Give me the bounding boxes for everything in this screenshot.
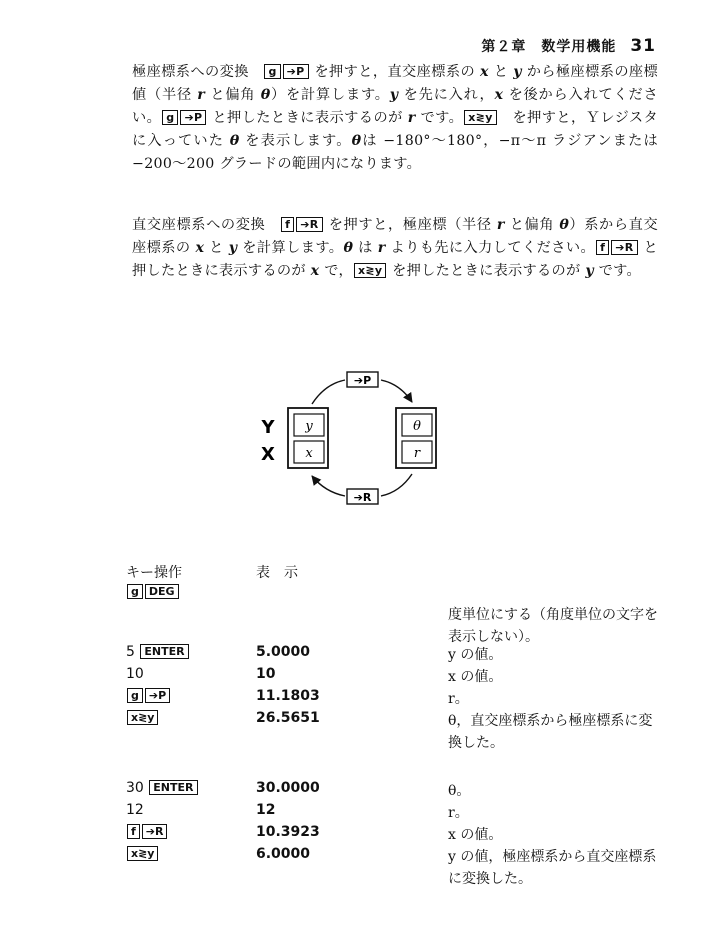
key-x-swap-y: x≷y — [464, 110, 496, 125]
note: x の値。 — [448, 669, 503, 685]
text: ）系から直交座標系の — [132, 217, 658, 256]
text: から極座標系の座標値（半径 — [132, 64, 659, 103]
key: x≷y — [127, 846, 158, 861]
arrow-to-rect-left — [312, 476, 345, 496]
digits: 12 — [126, 802, 144, 818]
text: と — [204, 240, 229, 256]
text: と — [488, 64, 514, 80]
page-number: 31 — [630, 36, 656, 56]
text: です。 — [593, 263, 641, 279]
text: を表示します。 — [239, 133, 352, 149]
var-r: r — [377, 240, 386, 256]
example-table — [126, 562, 666, 890]
note: r。 — [448, 691, 469, 707]
key-f: f — [596, 240, 609, 255]
var-theta: θ — [229, 133, 240, 149]
key-sequence — [126, 780, 199, 796]
display-value: 11.1803 — [256, 688, 320, 704]
text: は −180°〜180°，−π〜π ラジアンまたは −200〜200 グラードの範囲内になります。 — [132, 133, 658, 172]
text: を後から入れてください。 — [132, 87, 659, 126]
var-theta: θ — [260, 87, 271, 103]
key: DEG — [145, 584, 179, 599]
reg-x-value: x — [305, 446, 313, 461]
var-y: y — [228, 240, 238, 256]
note: x の値。 — [448, 827, 503, 843]
key-sequence — [126, 584, 180, 600]
text: 極座標系への変換 — [132, 64, 264, 80]
key-to-polar: ➔P — [180, 110, 206, 125]
table-row — [126, 710, 666, 776]
var-y: y — [513, 64, 522, 80]
var-x: x — [195, 240, 205, 256]
note: θ。 — [448, 783, 471, 799]
key-to-rect: ➔R — [611, 240, 637, 255]
var-theta: θ — [559, 217, 570, 233]
text: を計算します。 — [237, 240, 344, 256]
key: g — [127, 584, 143, 599]
to-polar-key-label: ➔P — [353, 374, 372, 387]
col-key-ops: キー操作 — [126, 565, 182, 581]
digits: 5 — [126, 644, 135, 660]
table-row — [126, 824, 666, 846]
arrow-to-polar-left — [312, 380, 345, 404]
reg-theta-value: θ — [413, 419, 421, 434]
label-x-register: X — [261, 444, 275, 465]
var-y: y — [389, 87, 399, 103]
display-value: 10 — [256, 666, 276, 682]
note: y の値，極座標系から直交座標系に変換した。 — [448, 849, 657, 887]
key: x≷y — [127, 710, 158, 725]
arrow-to-rect-right — [381, 474, 412, 496]
text: です。 — [415, 110, 464, 126]
digits: 30 — [126, 780, 144, 796]
text: と押したときに表示するのが — [132, 240, 658, 279]
key: ENTER — [149, 780, 197, 795]
note: 度単位にする（角度単位の文字を表示しない）。 — [448, 607, 658, 645]
var-r: r — [407, 110, 416, 126]
text: 直交座標系への変換 — [132, 217, 281, 233]
table-row — [126, 644, 666, 666]
display-value: 10.3923 — [256, 824, 320, 840]
var-theta: θ — [351, 133, 362, 149]
text: を先に入れ， — [398, 87, 495, 103]
reg-y-value: y — [305, 419, 313, 434]
text: ）を計算します。 — [270, 87, 390, 103]
key: ENTER — [140, 644, 188, 659]
conversion-diagram — [250, 370, 460, 520]
table-row — [126, 584, 666, 645]
page-header — [481, 36, 656, 56]
display-value: 6.0000 — [256, 846, 311, 862]
table-row — [126, 846, 666, 890]
text: を押すと，極座標（半径 — [323, 217, 497, 233]
text: と偏角 — [205, 87, 261, 103]
key-to-rect: ➔R — [296, 217, 322, 232]
col-display: 表 示 — [256, 565, 298, 581]
key-sequence — [126, 688, 171, 704]
key: ➔P — [145, 688, 170, 703]
key: ➔R — [142, 824, 168, 839]
key-g: g — [162, 110, 178, 125]
label-y-register: Y — [261, 417, 275, 438]
display-value: 5.0000 — [256, 644, 311, 660]
table-row — [126, 802, 666, 824]
key-sequence — [126, 644, 190, 660]
rectangular-conversion-paragraph — [132, 214, 658, 283]
polar-conversion-paragraph — [132, 61, 658, 176]
text: と押したときに表示するのが — [207, 110, 408, 126]
table-row — [126, 688, 666, 710]
key-x-swap-y: x≷y — [354, 263, 386, 278]
digits: 10 — [126, 666, 144, 682]
key-f: f — [281, 217, 294, 232]
note: y の値。 — [448, 647, 503, 663]
table-row — [126, 666, 666, 688]
text: を押すと，Ｙレジスタに入っていた — [132, 110, 658, 149]
note: θ，直交座標系から極座標系に変換した。 — [448, 713, 653, 751]
var-x: x — [480, 64, 489, 80]
chapter-title: 第２章 数学用機能 — [481, 39, 617, 55]
key-to-polar: ➔P — [283, 64, 309, 79]
text: を押すと，直交座標系の — [309, 64, 480, 80]
text: は — [353, 240, 378, 256]
var-x: x — [494, 87, 504, 103]
var-theta: θ — [343, 240, 354, 256]
key-sequence — [126, 824, 168, 840]
text: を押したときに表示するのが — [387, 263, 586, 279]
key-sequence — [126, 846, 159, 862]
var-x: x — [310, 263, 320, 279]
to-rect-key-label: ➔R — [353, 491, 372, 504]
key: f — [127, 824, 140, 839]
var-r: r — [496, 217, 505, 233]
display-value: 26.5651 — [256, 710, 320, 726]
var-r: r — [197, 87, 206, 103]
key: g — [127, 688, 143, 703]
var-y: y — [585, 263, 594, 279]
table-row — [126, 780, 666, 802]
text: よりも先に入力してください。 — [385, 240, 596, 256]
display-value: 30.0000 — [256, 780, 320, 796]
text: と偏角 — [504, 217, 560, 233]
note: r。 — [448, 805, 469, 821]
arrow-to-polar-right — [381, 380, 412, 402]
key-sequence — [126, 710, 159, 726]
text: で， — [319, 263, 353, 279]
display-value: 12 — [256, 802, 276, 818]
table-header — [126, 562, 666, 584]
key-g: g — [264, 64, 280, 79]
reg-r-value: r — [413, 446, 421, 461]
